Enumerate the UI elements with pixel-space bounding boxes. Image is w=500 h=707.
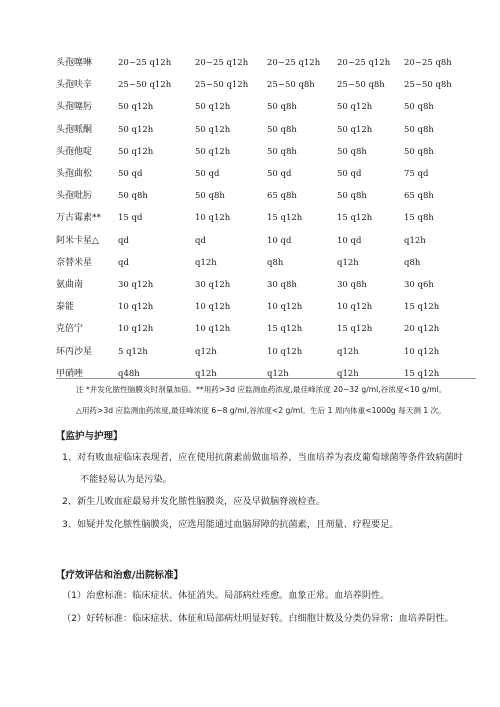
table-row — [56, 252, 476, 274]
dosage-cell: 75 qd — [404, 169, 429, 180]
dosage-cell: q12h — [337, 257, 359, 268]
dosage-cell: 25~50 q8h — [404, 80, 452, 91]
dosage-cell: 15 qd — [118, 213, 143, 224]
drug-name-cell: 头孢曲松 — [56, 169, 93, 180]
dosage-cell: 10 q12h — [195, 213, 231, 224]
dosage-cell: 30 q8h — [337, 279, 367, 290]
drug-name-cell: 奈替米星 — [56, 257, 93, 268]
table-row — [56, 363, 476, 385]
table-row — [56, 52, 476, 74]
dosage-cell: q12h — [337, 368, 359, 379]
table-row — [56, 296, 476, 318]
table-row — [56, 96, 476, 118]
dosage-cell: 50 q12h — [118, 124, 154, 135]
table-row — [56, 318, 476, 340]
dosage-cell: 50 qd — [337, 169, 362, 180]
dosage-cell: 20~25 q12h — [337, 58, 391, 69]
table-row — [56, 274, 476, 296]
dosage-cell: 50 qd — [118, 169, 143, 180]
dosage-cell: 50 q12h — [337, 124, 373, 135]
table-row — [56, 185, 476, 207]
dosage-table — [56, 52, 476, 385]
dosage-cell: 10 qd — [267, 235, 292, 246]
dosage-cell: 50 q12h — [195, 102, 231, 113]
dosage-cell: 15 q12h — [267, 324, 303, 335]
monitoring-item-2: 2、新生儿败血症最易并发化脓性脑膜炎，应及早做脑脊液检查。 — [62, 496, 326, 507]
drug-name-cell: 甲硝唑 — [56, 368, 84, 379]
dosage-cell: 50 q8h — [404, 102, 434, 113]
evaluation-title: 【疗效评估和治愈/出院标准】 — [56, 570, 183, 581]
table-row — [56, 163, 476, 185]
table-row — [56, 230, 476, 252]
dosage-cell: qd — [195, 235, 206, 246]
dosage-cell: q12h — [195, 346, 217, 357]
dosage-cell: 15 q12h — [404, 368, 440, 379]
dosage-cell: 25~50 q12h — [195, 80, 249, 91]
monitoring-item-1-cont: 不能轻易认为是污染。 — [80, 474, 172, 485]
dosage-cell: 50 q8h — [404, 146, 434, 157]
drug-name-cell: 万古霉素** — [56, 213, 102, 224]
dosage-cell: 50 q8h — [118, 191, 148, 202]
drug-name-cell: 克倍宁 — [56, 324, 84, 335]
dosage-cell: 20~25 q12h — [267, 58, 321, 69]
monitoring-item-1: 1、对有败血症临床表现者，应在使用抗菌素前做血培养，当血培养为表皮葡萄球菌等条件致病菌时 — [62, 452, 463, 463]
dosage-cell: 20~25 q12h — [195, 58, 249, 69]
drug-name-cell: 头孢吡肟 — [56, 191, 93, 202]
dosage-cell: q12h — [404, 235, 426, 246]
table-row — [56, 207, 476, 229]
dosage-cell: 30 q8h — [267, 279, 297, 290]
drug-name-cell: 阿米卡星△ — [56, 235, 99, 246]
table-note-1: 注 *并发化脓性脑膜炎时剂量加倍。**用药>3d 应监测血药浓度,最佳峰浓度 20~32 g/ml,谷浓度<10 g/ml。 — [76, 385, 447, 394]
dosage-cell: qd — [118, 257, 129, 268]
dosage-cell: 20~25 q12h — [118, 58, 172, 69]
drug-name-cell: 泰能 — [56, 302, 75, 313]
dosage-cell: 15 q8h — [404, 213, 434, 224]
drug-name-cell: 头孢哌酮 — [56, 124, 93, 135]
drug-name-cell: 头孢呋辛 — [56, 80, 93, 91]
dosage-cell: 10 q12h — [404, 346, 440, 357]
dosage-cell: 50 qd — [267, 169, 292, 180]
dosage-table-body — [56, 52, 476, 385]
dosage-cell: 50 q8h — [337, 146, 367, 157]
dosage-cell: 50 q12h — [337, 102, 373, 113]
dosage-cell: 10 qd — [337, 235, 362, 246]
table-row — [56, 141, 476, 163]
dosage-cell: 50 q8h — [267, 124, 297, 135]
dosage-cell: q48h — [118, 368, 140, 379]
dosage-cell: q8h — [404, 257, 421, 268]
dosage-cell: q12h — [337, 346, 359, 357]
dosage-cell: 50 qd — [195, 169, 220, 180]
drug-name-cell: 氨曲南 — [56, 279, 84, 290]
dosage-cell: 65 q8h — [267, 191, 297, 202]
dosage-cell: 50 q8h — [267, 102, 297, 113]
dosage-cell: 50 q12h — [118, 146, 154, 157]
dosage-cell: 50 q12h — [195, 124, 231, 135]
dosage-cell: 50 q8h — [337, 191, 367, 202]
dosage-cell: 30 q12h — [195, 279, 231, 290]
table-bottom-rule — [56, 378, 476, 379]
dosage-cell: 25~50 q12h — [118, 80, 172, 91]
dosage-cell: 15 q12h — [337, 324, 373, 335]
evaluation-item-1: （1）治愈标准：临床症状、体征消失。局部病灶痊愈。血象正常。血培养阴性。 — [62, 590, 390, 601]
dosage-cell: 25~50 q8h — [267, 80, 315, 91]
dosage-cell: q12h — [195, 257, 217, 268]
dosage-cell: q8h — [267, 257, 284, 268]
evaluation-item-2: （2）好转标准：临床症状、体征和局部病灶明显好转。白细胞计数及分类仍异常；血培养阴性。 — [62, 613, 454, 624]
dosage-cell: 10 q12h — [267, 346, 303, 357]
drug-name-cell: 头孢噻啉 — [56, 58, 93, 69]
drug-name-cell: 环丙沙星 — [56, 346, 93, 357]
dosage-cell: 10 q12h — [337, 302, 373, 313]
dosage-cell: 5 q12h — [118, 346, 148, 357]
dosage-cell: 15 q12h — [404, 302, 440, 313]
dosage-cell: q12h — [195, 368, 217, 379]
monitoring-item-3: 3、如疑并发化脓性脑膜炎，应选用能通过血脑屏障的抗菌素，且剂量、疗程要足。 — [62, 519, 399, 530]
dosage-cell: 20~25 q8h — [404, 58, 452, 69]
dosage-cell: 10 q12h — [118, 302, 154, 313]
table-row — [56, 340, 476, 362]
table-row — [56, 74, 476, 96]
monitoring-title: 【监护与护理】 — [56, 431, 123, 442]
dosage-cell: 15 q12h — [267, 213, 303, 224]
drug-name-cell: 头孢噻肟 — [56, 102, 93, 113]
dosage-cell: 65 q8h — [404, 191, 434, 202]
dosage-cell: 10 q12h — [118, 324, 154, 335]
dosage-cell: 10 q12h — [195, 324, 231, 335]
dosage-cell: 50 q12h — [195, 146, 231, 157]
dosage-cell: q12h — [267, 368, 289, 379]
dosage-cell: 50 q12h — [118, 102, 154, 113]
dosage-cell: qd — [118, 235, 129, 246]
dosage-cell: 50 q8h — [195, 191, 225, 202]
dosage-cell: 30 q12h — [118, 279, 154, 290]
table-note-2: △用药>3d 应监测血药浓度,最佳峰浓度 6~8 g/ml,谷浓度<2 g/ml。生后 1 周内体重<1000g 每天测 1 次。 — [76, 406, 446, 415]
drug-name-cell: 头孢他啶 — [56, 146, 93, 157]
table-row — [56, 119, 476, 141]
dosage-cell: 10 q12h — [267, 302, 303, 313]
dosage-cell: 50 q8h — [267, 146, 297, 157]
dosage-cell: 25~50 q8h — [337, 80, 385, 91]
dosage-cell: 50 q8h — [404, 124, 434, 135]
dosage-cell: 20 q12h — [404, 324, 440, 335]
dosage-cell: 10 q12h — [195, 302, 231, 313]
dosage-cell: 15 q12h — [337, 213, 373, 224]
dosage-cell: 30 q6h — [404, 279, 434, 290]
